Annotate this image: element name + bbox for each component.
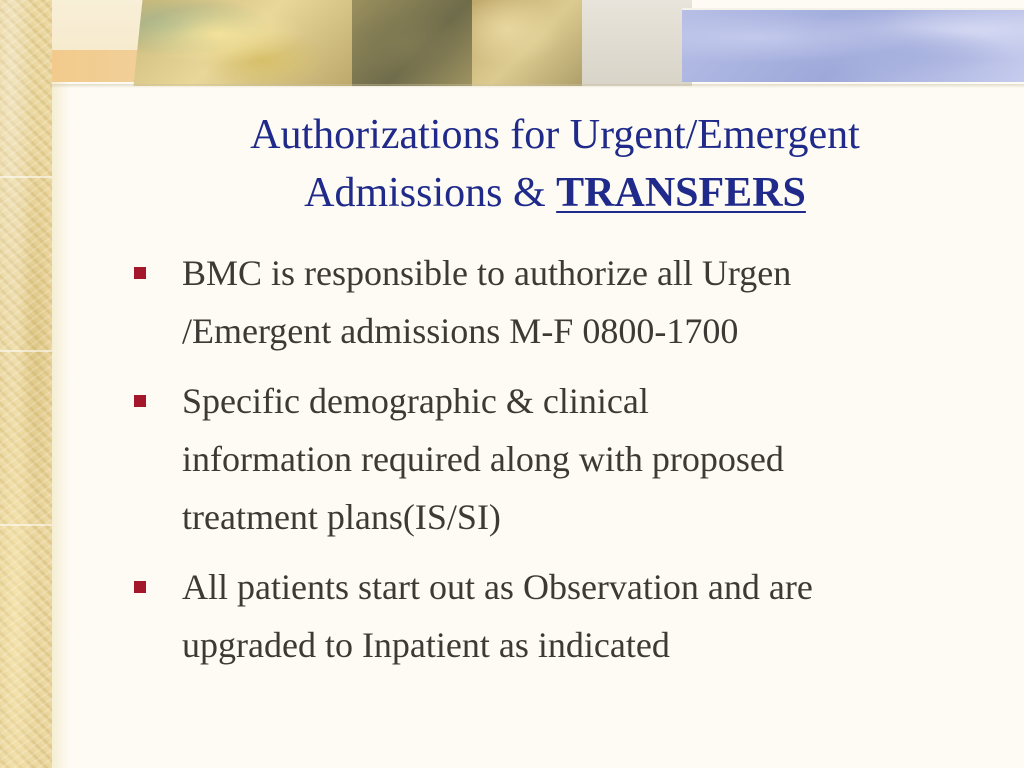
- title-emphasis: TRANSFERS: [556, 170, 806, 216]
- bullet-text: information required along with proposed: [182, 439, 784, 479]
- strip-divider: [0, 176, 52, 178]
- title-line-2-prefix: Admissions &: [304, 170, 546, 216]
- collage-panel: [352, 0, 482, 86]
- bullet-text: upgraded to Inpatient as indicated: [182, 625, 670, 665]
- collage-panel: [582, 0, 692, 86]
- bullet-list: [130, 244, 1000, 686]
- collage-leaf-image: [133, 0, 372, 86]
- bullet-text: BMC is responsible to authorize all Urgen: [182, 253, 792, 293]
- strip-divider: [0, 524, 52, 526]
- collage-blue-image: [682, 8, 1024, 82]
- title-line-1: Authorizations for Urgent/Emergent: [250, 112, 860, 158]
- bullet-text: /Emergent admissions M-F 0800-1700: [182, 311, 739, 351]
- collage-shadow: [52, 84, 1024, 88]
- bullet-item: [130, 558, 1000, 674]
- square-bullet-icon: [134, 267, 146, 279]
- collage-border: [682, 8, 1024, 10]
- bullet-item: [130, 244, 1000, 360]
- bullet-item: [130, 372, 1000, 546]
- square-bullet-icon: [134, 395, 146, 407]
- strip-shadow: [52, 0, 70, 768]
- strip-divider: [0, 350, 52, 352]
- collage-panel: [472, 0, 592, 86]
- decorative-header-collage: [52, 0, 1024, 88]
- square-bullet-icon: [134, 581, 146, 593]
- bullet-text: treatment plans(IS/SI): [182, 497, 501, 537]
- bullet-text: Specific demographic & clinical: [182, 381, 649, 421]
- slide-title: [140, 106, 970, 222]
- bullet-text: All patients start out as Observation and are: [182, 567, 813, 607]
- parchment-side-strip: [0, 0, 52, 768]
